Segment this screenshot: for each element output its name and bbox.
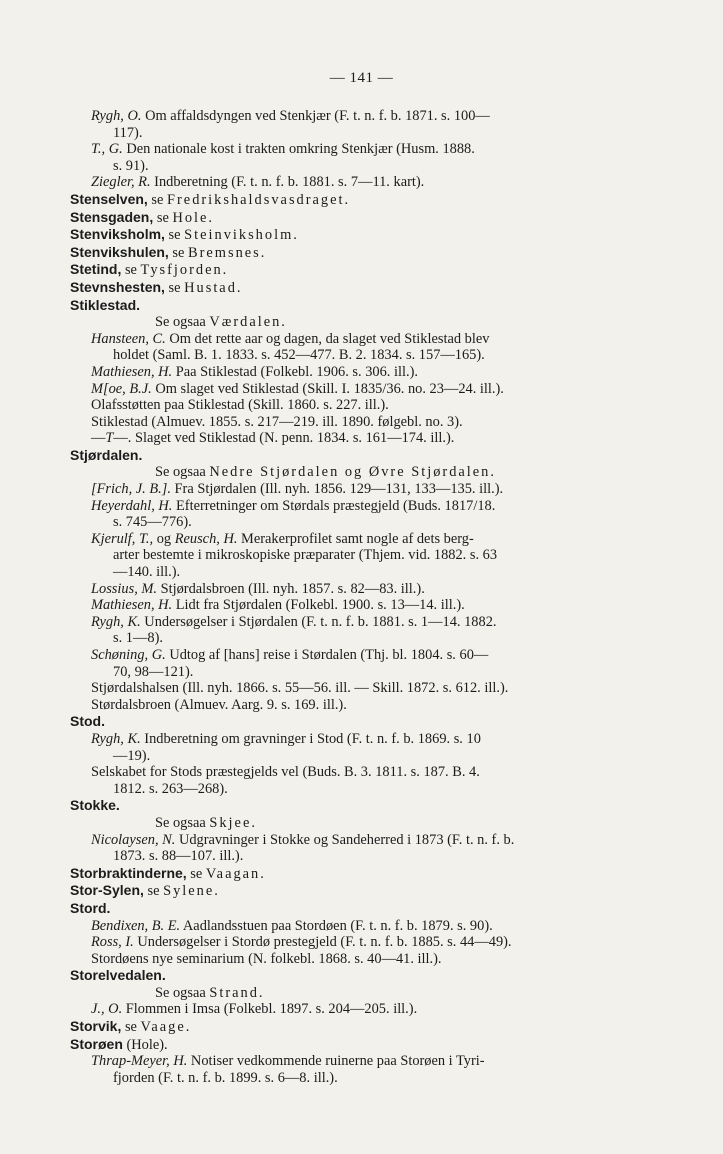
- author-name: Hansteen, C.: [91, 330, 166, 347]
- heading-line: [70, 261, 642, 279]
- entry-line: [70, 564, 642, 581]
- author-name: Rygh, K.: [91, 613, 141, 630]
- entry-text: 1812. s. 263—268).: [113, 780, 228, 797]
- entry-line: [70, 748, 642, 765]
- entry-text: Den nationale kost i trakten omkring Stenkjær (Husm. 1888.: [122, 141, 475, 158]
- author-name: Schøning, G.: [91, 647, 166, 663]
- entry-line: [70, 381, 642, 398]
- author-name: Lossius, M.: [91, 580, 157, 597]
- heading-line: [70, 209, 642, 227]
- author-name: Nicolaysen, N.: [91, 831, 176, 848]
- entry-text: 70, 98—121).: [113, 663, 194, 680]
- entry-line: [70, 664, 642, 681]
- author-name: Rygh, O.: [91, 108, 142, 124]
- heading-line: [70, 279, 642, 297]
- cross-reference: Værdalen.: [209, 314, 287, 331]
- entry-text: Se ogsaa: [155, 984, 210, 1001]
- entry-line: [70, 951, 642, 968]
- author-name: Bendixen, B. E.: [91, 917, 181, 934]
- entry-text: Indberetning om gravninger i Stod (F. t. n. f. b. 1869. s. 10: [140, 730, 481, 747]
- entry-text: Paa Stiklestad (Folkebl. 1906. s. 306. ill.).: [172, 363, 418, 380]
- entry-text: Notiser vedkommende ruinerne paa Storøen i Tyri-: [187, 1053, 485, 1070]
- entry-line: [70, 481, 642, 498]
- entry-line: [70, 430, 642, 447]
- entry-line: [70, 1070, 642, 1087]
- heading-line: [70, 797, 642, 815]
- heading-line: [70, 967, 642, 985]
- entry-text: fjorden (F. t. n. f. b. 1899. s. 6—8. ill.).: [113, 1069, 338, 1086]
- page-number: — 141 —: [329, 70, 394, 86]
- entry-text: og: [153, 530, 175, 547]
- entry-line: [70, 647, 642, 664]
- entry-heading: Stiklestad.: [70, 296, 141, 313]
- entry-line: [70, 781, 642, 798]
- entry-line: [70, 985, 642, 1002]
- cross-reference: Hustad.: [184, 279, 243, 296]
- entry-line: [70, 918, 642, 935]
- entry-line: [70, 158, 642, 175]
- entry-text: se: [121, 1019, 141, 1036]
- entry-text: Se ogsaa: [155, 464, 210, 481]
- entry-line: [70, 597, 642, 614]
- entry-text: Lidt fra Stjørdalen (Folkebl. 1900. s. 13—14. ill.).: [172, 597, 465, 614]
- heading-line: [70, 882, 642, 900]
- entry-text: —140. ill.).: [113, 564, 181, 581]
- cross-reference: Strand.: [209, 984, 265, 1001]
- entry-heading: Stetind,: [70, 261, 122, 278]
- entry-line: [70, 848, 642, 865]
- entry-heading: Stokke.: [70, 797, 120, 814]
- entry-text: Størdalsbroen (Almuev. Aarg. 9. s. 169. ill.).: [91, 696, 347, 713]
- entry-text: Om det rette aar og dagen, da slaget ved Stiklestad blev: [165, 330, 490, 347]
- entry-text: —. Slaget ved Stiklestad (N. penn. 1834. s. 161—174. ill.).: [113, 430, 455, 447]
- entry-heading: Stensgaden,: [70, 208, 154, 225]
- entry-text: Om affaldsdyngen ved Stenkjær (F. t. n. f. b. 1871. s. 100—: [141, 108, 490, 124]
- entry-heading: Stevnshesten,: [70, 278, 165, 295]
- heading-line: [70, 244, 642, 262]
- entry-line: [70, 680, 642, 697]
- entry-line: [70, 141, 642, 158]
- entry-line: [70, 764, 642, 781]
- entry-text: se: [121, 262, 141, 279]
- entry-line: [70, 1001, 642, 1018]
- entry-text: Udgravninger i Stokke og Sandeherred i 1873 (F. t. n. f. b.: [175, 831, 515, 848]
- author-name: T: [105, 430, 114, 447]
- author-name: Ross, I.: [91, 934, 134, 951]
- entry-text: se: [164, 227, 185, 244]
- entry-line: [70, 630, 642, 647]
- entry-line: [70, 697, 642, 714]
- entry-text: se: [186, 865, 206, 882]
- bibliography-entries: [70, 108, 642, 1086]
- entry-text: s. 745—776).: [113, 514, 192, 531]
- author-name: [Frich, J. B.].: [91, 481, 171, 498]
- entry-heading: Stod.: [70, 713, 105, 730]
- entry-text: s. 1—8).: [113, 630, 163, 647]
- entry-text: Olafsstøtten paa Stiklestad (Skill. 1860. s. 227. ill.).: [91, 397, 389, 414]
- entry-text: Efterretninger om Størdals præstegjeld (Buds. 1817/18.: [172, 497, 496, 514]
- entry-heading: Storvik,: [70, 1018, 122, 1035]
- entry-line: [70, 547, 642, 564]
- entry-text: se: [164, 279, 185, 296]
- author-name: Heyerdahl, H.: [91, 497, 173, 514]
- entry-text: Stiklestad (Almuev. 1855. s. 217—219. ill. 1890. følgebl. no. 3).: [91, 413, 463, 430]
- cross-reference: Skjee.: [209, 814, 257, 831]
- entry-line: [70, 331, 642, 348]
- author-name: Reusch, H.: [174, 530, 238, 547]
- entry-line: [70, 108, 642, 125]
- entry-text: Flommen i Imsa (Folkebl. 1897. s. 204—205. ill.).: [122, 1001, 418, 1018]
- entry-text: Om slaget ved Stiklestad (Skill. I. 1835/36. no. 23—24. ill.).: [151, 380, 504, 397]
- author-name: Mathiesen, H.: [91, 597, 173, 614]
- heading-line: [70, 226, 642, 244]
- entry-line: [70, 832, 642, 849]
- entry-heading: Stenvikshulen,: [70, 243, 169, 260]
- entry-text: Undersøgelser i Stjørdalen (F. t. n. f. b. 1881. s. 1—14. 1882.: [140, 613, 497, 630]
- entry-line: [70, 815, 642, 832]
- entry-heading: Stjørdalen.: [70, 446, 143, 463]
- author-name: Mathiesen, H.: [91, 363, 173, 380]
- entry-line: [70, 514, 642, 531]
- cross-reference: Tysfjorden.: [140, 262, 229, 279]
- entry-text: se: [153, 209, 173, 226]
- cross-reference: Vaagan.: [205, 865, 266, 882]
- entry-text: holdet (Saml. B. 1. 1833. s. 452—477. B. 2. 1834. s. 157—165).: [113, 347, 485, 364]
- entry-line: [70, 314, 642, 331]
- heading-line: [70, 447, 642, 465]
- entry-heading: Storøen: [70, 1035, 123, 1052]
- entry-text: 117).: [113, 124, 143, 141]
- heading-line: [70, 713, 642, 731]
- author-name: Kjerulf, T.,: [91, 530, 154, 547]
- heading-line: [70, 900, 642, 918]
- entry-text: Stordøens nye seminarium (N. folkebl. 1868. s. 40—41. ill.).: [91, 950, 442, 967]
- entry-line: [70, 614, 642, 631]
- cross-reference: Vaage.: [140, 1019, 192, 1036]
- entry-heading: Storbraktinderne,: [70, 864, 187, 881]
- entry-text: 1873. s. 88—107. ill.).: [113, 848, 244, 865]
- author-name: Thrap-Meyer, H.: [91, 1053, 188, 1070]
- entry-line: [70, 531, 642, 548]
- heading-line: [70, 191, 642, 209]
- cross-reference: Sylene.: [163, 883, 220, 900]
- entry-text: Se ogsaa: [155, 314, 210, 331]
- entry-line: [70, 464, 642, 481]
- entry-line: [70, 498, 642, 515]
- cross-reference: Bremsnes.: [188, 244, 267, 261]
- entry-heading: Stenviksholm,: [70, 226, 165, 243]
- heading-line: [70, 865, 642, 883]
- entry-text: Stjørdalsbroen (Ill. nyh. 1857. s. 82—83. ill.).: [156, 580, 425, 597]
- entry-line: [70, 347, 642, 364]
- entry-line: [70, 397, 642, 414]
- entry-line: [70, 174, 642, 191]
- entry-text: (Hole).: [122, 1036, 168, 1053]
- entry-text: Stjørdalshalsen (Ill. nyh. 1866. s. 55—56. ill. — Skill. 1872. s. 612. ill.).: [91, 680, 509, 697]
- entry-text: arter bestemte i mikroskopiske præparater (Thjem. vid. 1882. s. 63: [113, 547, 498, 564]
- entry-line: [70, 934, 642, 951]
- entry-heading: Storelvedalen.: [70, 967, 166, 984]
- entry-text: —19).: [113, 747, 151, 764]
- author-name: T., G.: [91, 141, 123, 158]
- author-name: Rygh, K.: [91, 730, 141, 747]
- author-name: Ziegler, R.: [91, 174, 151, 191]
- entry-text: Fra Stjørdalen (Ill. nyh. 1856. 129—131, 133—135. ill.).: [170, 481, 504, 498]
- entry-text: —: [91, 430, 106, 447]
- entry-line: [70, 1053, 642, 1070]
- entry-text: s. 91).: [113, 157, 149, 174]
- entry-heading: Stord.: [70, 899, 111, 916]
- author-name: J., O.: [91, 1001, 123, 1018]
- entry-heading: Stenselven,: [70, 190, 148, 207]
- entry-line: [70, 125, 642, 142]
- entry-text: se: [168, 244, 188, 261]
- heading-line: [70, 1018, 642, 1036]
- author-name: M[oe, B.J.: [91, 380, 152, 397]
- entry-line: [70, 364, 642, 381]
- cross-reference: Steinviksholm.: [184, 227, 299, 244]
- entry-text: Se ogsaa: [155, 814, 210, 831]
- entry-line: [70, 731, 642, 748]
- entry-text: Indberetning (F. t. n. f. b. 1881. s. 7—11. kart).: [150, 174, 425, 191]
- entry-line: [70, 414, 642, 431]
- entry-text: se: [143, 883, 164, 900]
- entry-text: Merakerprofilet samt nogle af dets berg-: [237, 530, 474, 547]
- entry-text: Selskabet for Stods præstegjelds vel (Buds. B. 3. 1811. s. 187. B. 4.: [91, 764, 480, 781]
- heading-line: [70, 297, 642, 315]
- cross-reference: Nedre Stjørdalen og Øvre Stjørdalen.: [209, 464, 496, 481]
- entry-text: se: [147, 191, 168, 208]
- cross-reference: Fredrikshaldsvasdraget.: [167, 191, 351, 208]
- entry-heading: Stor-Sylen,: [70, 882, 144, 899]
- entry-line: [70, 581, 642, 598]
- entry-text: Undersøgelser i Stordø prestegjeld (F. t. n. f. b. 1885. s. 44—49).: [133, 934, 512, 951]
- entry-text: Udtog af [hans] reise i Størdalen (Thj. bl. 1804. s. 60—: [165, 647, 489, 663]
- entry-text: Aadlandsstuen paa Stordøen (F. t. n. f. b. 1879. s. 90).: [180, 917, 493, 934]
- heading-line: [70, 1036, 642, 1054]
- cross-reference: Hole.: [172, 209, 215, 226]
